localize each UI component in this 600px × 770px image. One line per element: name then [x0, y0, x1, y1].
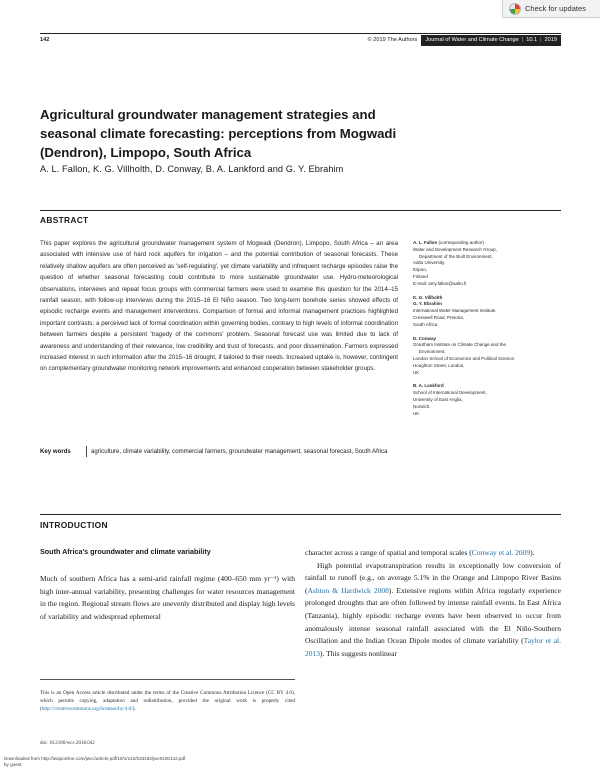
intro-left-column: Much of southern Africa has a semi-arid rainfall regime (400–650 mm yr⁻¹) with high inter-annual variability, presenting challenges for water resources management in the region. Regional stream flows are unevenly distributed and display high levels of variability and widespread ephemeral — [40, 574, 295, 621]
running-header — [40, 33, 561, 46]
citation-link[interactable]: Ashton & Hardwick 2008 — [307, 585, 389, 595]
text-run: ). — [132, 705, 136, 712]
affiliation-line: Norwich, — [413, 403, 431, 409]
affiliation-line: Houghton Street, London, — [413, 362, 465, 368]
keywords-list: agriculture, climate variability, commercial farmers, groundwater management, seasonal forecast, South Africa — [86, 446, 388, 457]
intro-right-para-2 — [305, 560, 561, 661]
text-run: character across a range of spatial and temporal scales ( — [305, 548, 472, 557]
subsection-heading: South Africa's groundwater and climate variability — [40, 547, 211, 556]
affiliation-line: London School of Economics and Political Science, — [413, 355, 516, 361]
journal-year: 2019 — [544, 36, 557, 43]
affiliation-line: Environment, — [419, 349, 446, 355]
affiliation-line: UK — [413, 410, 420, 416]
affiliation-line: University of East Anglia, — [413, 396, 463, 402]
affiliation-lankford — [413, 383, 573, 417]
doi: doi: 10.2166/wcc.2018.042 — [40, 741, 95, 746]
check-updates-label: Check for updates — [525, 4, 586, 13]
article-title: Agricultural groundwater management strategies and seasonal climate forecasting: perceptions from Mogwadi (Dendron), Limpopo, South Africa — [40, 107, 397, 160]
text-run: High potential evapotranspiration results in exceptionally low conversion of rainfall to runoff (e.g., on average 5.1% in the Orange and Limpopo River Basins ( — [305, 560, 561, 595]
license-link[interactable]: http://creativecommons.org/licenses/by/4.0/ — [41, 705, 133, 712]
text-run: ). This suggests nonlinear — [320, 648, 397, 658]
separator: | — [521, 36, 524, 43]
affiliation-name: D. Conway — [413, 335, 437, 341]
affiliation-villholth-ebrahim — [413, 295, 573, 329]
abstract-body: This paper explores the agricultural groundwater management system of Mogwadi (Dendron), Limpopo, South Africa – an area associated with intensive use of hard rock aquifers for irrigation – and the potential contribution of seasonal forecasts. These relatively shallow aquifers are often perceived as 'self-regulating', yet climate variability and infrequent recharge episodes raise the question of whether seasonal forecasting could contribute to more sustainable groundwater use. Hydro-meteorological observations, interviews and repeat focus groups with commercial farmers were used to examine this question for the 2014–15 rainfall season, with follow-up interviews during the 2015–16 El Niño season. Two long-term borehole series showed effects of episodic recharge events and management interventions. Comparison of formal and informal management practices highlighted important contrasts: a perceived lack of formal coordination within governing bodies, contrary to high levels of informal coordination between farmers despite a persistent 'tragedy of the commons' problem. Seasonal forecast use was limited due to lack of awareness and understanding of their relevance, low credibility and trust of forecasts, and poor dissemination. Farmers expressed increased interest in such information after the 2015–16 drought, if tailored to their needs. Increased uptake is, however, contingent on complementary groundwater monitoring network improvements and enhanced cooperation between stakeholder groups. — [40, 240, 398, 373]
text-run: This is an Open Access article distributed under the terms of the Creative Commons Attribution Licence (CC BY 4.0), which permits copying, adaptation and redistribution, provided the original work is properly cited ( — [40, 690, 295, 712]
journal-name: Journal of Water and Climate Change — [425, 36, 519, 43]
abstract-top-rule — [40, 210, 561, 211]
affiliation-line: Finland — [413, 273, 428, 279]
affiliation-name: A. L. Fallon — [413, 240, 438, 245]
affiliation-line: UK — [413, 369, 420, 375]
affiliation-line: Cresswell Road, Pretoria, — [413, 314, 465, 320]
affiliation-line: Water and Development Research Group, — [413, 246, 497, 252]
download-notice — [4, 756, 185, 767]
text-run: ). Extensive regions within Africa regularly experience prolonged droughts that are often followed by intense rainfall events. In East Africa (Tanzania), highly episodic recharge events have been observed to occur from anomalously intense seasonal rainfall associated with the El Niño-Southern Oscillation and the Indian Ocean Dipole modes of climate variability ( — [305, 585, 561, 646]
affiliation-name: G. Y. Ebrahim — [413, 301, 442, 307]
abstract-heading: ABSTRACT — [40, 215, 89, 225]
keywords-label: Key words — [40, 448, 71, 455]
copyright-notice: © 2019 The Authors — [367, 36, 418, 43]
affiliation-line: Espoo, — [413, 267, 428, 273]
affiliation-email: E-mail: amy.fallon@aalto.fi — [413, 280, 467, 286]
author-affiliations — [413, 240, 573, 424]
affiliation-line: Aalto University, — [413, 260, 446, 266]
introduction-top-rule — [40, 514, 561, 515]
affiliation-line: South Africa — [413, 321, 438, 327]
affiliation-line: School of International Development, — [413, 390, 487, 396]
page-number: 142 — [40, 37, 50, 43]
affiliation-name: B. A. Lankford — [413, 383, 444, 389]
affiliation-fallon — [413, 240, 573, 288]
affiliation-line: Grantham Institute on Climate Change and the — [413, 342, 507, 348]
intro-right-column — [305, 547, 561, 660]
affiliation-name: K. G. Villholth — [413, 294, 443, 300]
intro-right-para-1 — [305, 547, 561, 560]
open-access-footnote — [40, 679, 295, 713]
check-updates-icon — [509, 3, 521, 15]
citation-link[interactable]: Conway et al. 2009 — [471, 548, 531, 557]
separator: | — [540, 36, 542, 43]
journal-volume: 10.1 — [526, 36, 538, 43]
text-run: ). — [530, 548, 535, 557]
affiliation-conway — [413, 336, 573, 377]
affiliation-line: (corresponding author) — [438, 240, 485, 245]
keywords — [40, 446, 400, 457]
download-line: Downloaded from http://iwaponline.com/jwcc/article-pdf/10/1/142/533184/jwc0100142.pdf — [4, 756, 186, 761]
check-for-updates-badge[interactable] — [502, 0, 600, 18]
introduction-heading: INTRODUCTION — [40, 520, 108, 530]
citation-link[interactable]: Taylor et al. 2013 — [305, 636, 562, 658]
author-list: A. L. Fallon, K. G. Villholth, D. Conway, B. A. Lankford and G. Y. Ebrahim — [40, 164, 344, 174]
affiliation-line: Department of the Built Environment, — [419, 253, 493, 259]
header-right — [368, 35, 561, 46]
journal-banner — [421, 35, 561, 46]
download-line: by guest — [4, 761, 22, 767]
affiliation-line: International Water Management Institute, — [413, 308, 497, 314]
